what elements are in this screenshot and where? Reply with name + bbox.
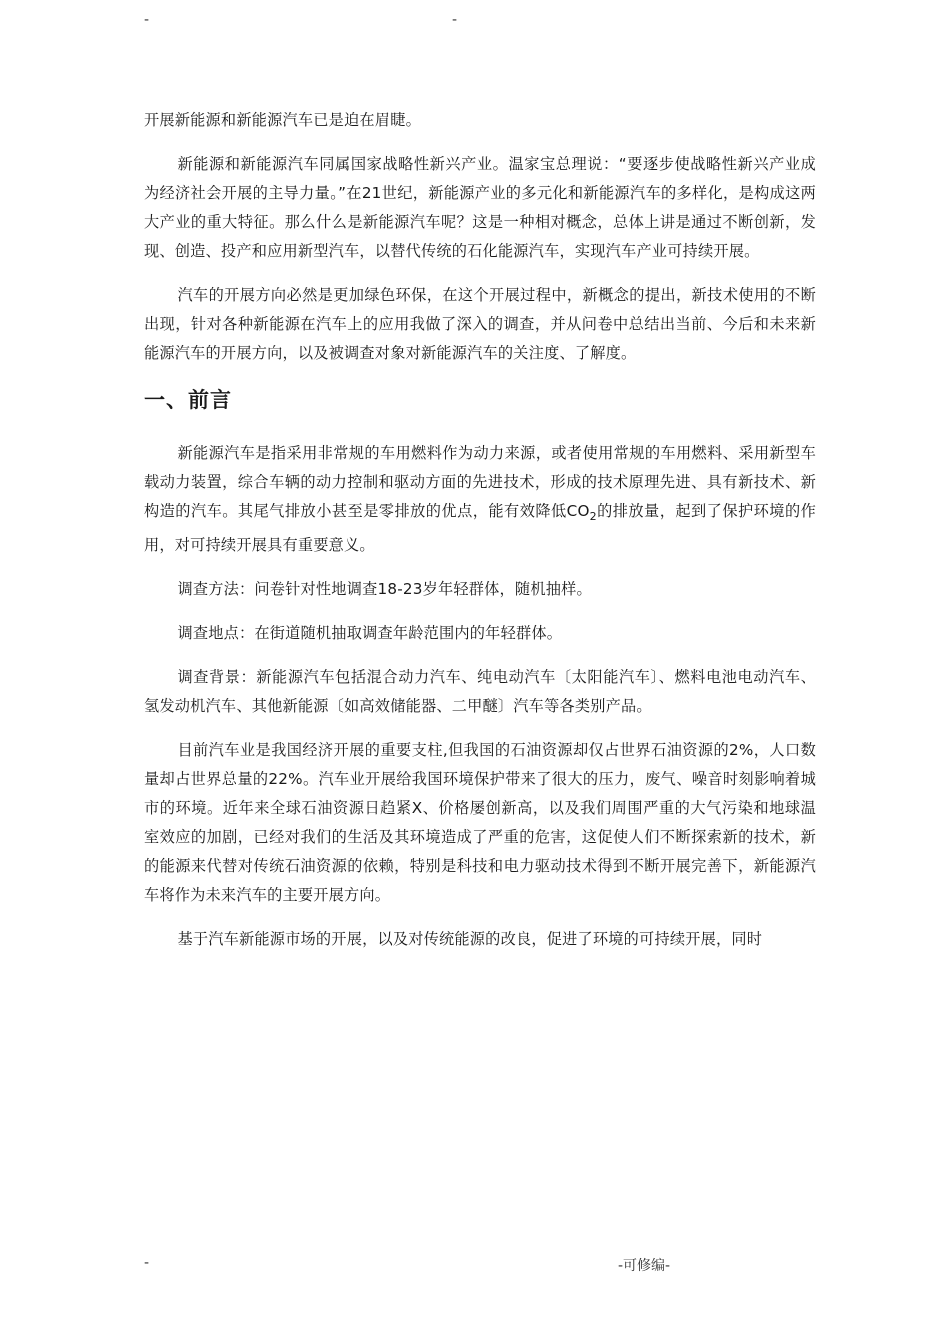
paragraph-survey-method: 调查方法：问卷针对性地调查18-23岁年轻群体，随机抽样。: [177, 580, 592, 599]
header-mark-right: -: [452, 12, 458, 28]
paragraph-survey-background: 调查背景：新能源汽车包括混合动力汽车、纯电动汽车〔太阳能汽车〕、燃料电池电动汽车、氢发动机汽车、其他新能源〔如高效储能器、二甲醚〕汽车等各类别产品。: [144, 668, 816, 716]
header-mark-left: -: [144, 12, 150, 28]
paragraph-market-development: 基于汽车新能源市场的开展，以及对传统能源的改良，促进了环境的可持续开展，同时: [177, 930, 763, 949]
document-body: [144, 106, 816, 969]
footer-mark-left: -: [144, 1255, 150, 1271]
paragraph-current-situation: 目前汽车业是我国经济开展的重要支柱,但我国的石油资源却仅占世界石油资源的2%，人口数量却占世界总量的22%。汽车业开展给我国环境保护带来了很大的压力，废气、噪音时刻影响着城市的环境。近年来全球石油资源日趋紧X、价格屡创新高，以及我们周围严重的大气污染和地球温室效应的加剧，已经对我们的生活及其环境造成了严重的危害，这促使人们不断探索新的技术，新的能源来代替对传统石油资源的依赖，特别是科技和电力驱动技术得到不断开展完善下，新能源汽车将作为未来汽车的主要开展方向。: [144, 741, 816, 905]
footer-editable-label: -可修编-: [618, 1258, 671, 1274]
paragraph-survey-location: 调查地点：在街道随机抽取调查年龄范围内的年轻群体。: [177, 624, 563, 643]
paragraph-strategic-industry: 新能源和新能源汽车同属国家战略性新兴产业。温家宝总理说：“要逐步使战略性新兴产业成为经济社会开展的主导力量。”在21世纪，新能源产业的多元化和新能源汽车的多样化，是构成这两大产业的重大特征。那么什么是新能源汽车呢？这是一种相对概念，总体上讲是通过不断创新，发现、创造、投产和应用新型汽车，以替代传统的石化能源汽车，实现汽车产业可持续开展。: [144, 155, 816, 260]
paragraph-development-direction: 汽车的开展方向必然是更加绿色环保，在这个开展过程中，新概念的提出，新技术使用的不断出现，针对各种新能源在汽车上的应用我做了深入的调查，并从问卷中总结出当前、今后和未来新能源汽车的开展方向，以及被调查对象对新能源汽车的关注度、了解度。: [144, 286, 816, 362]
definition-text-a: 新能源汽车是指采用非常规的车用燃料作为动力来源，或者使用常规的车用燃料、采用新型车载动力装置，综合车辆的动力控制和驱动方面的先进技术，形成的技术原理先进、具有新技术、新构造的汽车。其尾气排放小甚至是零排放的优点，能有效降低: [144, 444, 816, 520]
paragraph-intro-tail: 开展新能源和新能源汽车已是迫在眉睫。: [144, 111, 421, 129]
definition-text-b: 的排放量，起到了保护环境的作用，对可持续开展具有重要意义。: [144, 502, 816, 555]
section-heading-preface: 一、前言: [144, 388, 232, 412]
co2-formula: $CO_2$: [566, 502, 597, 524]
paragraph-definition: [144, 439, 816, 560]
